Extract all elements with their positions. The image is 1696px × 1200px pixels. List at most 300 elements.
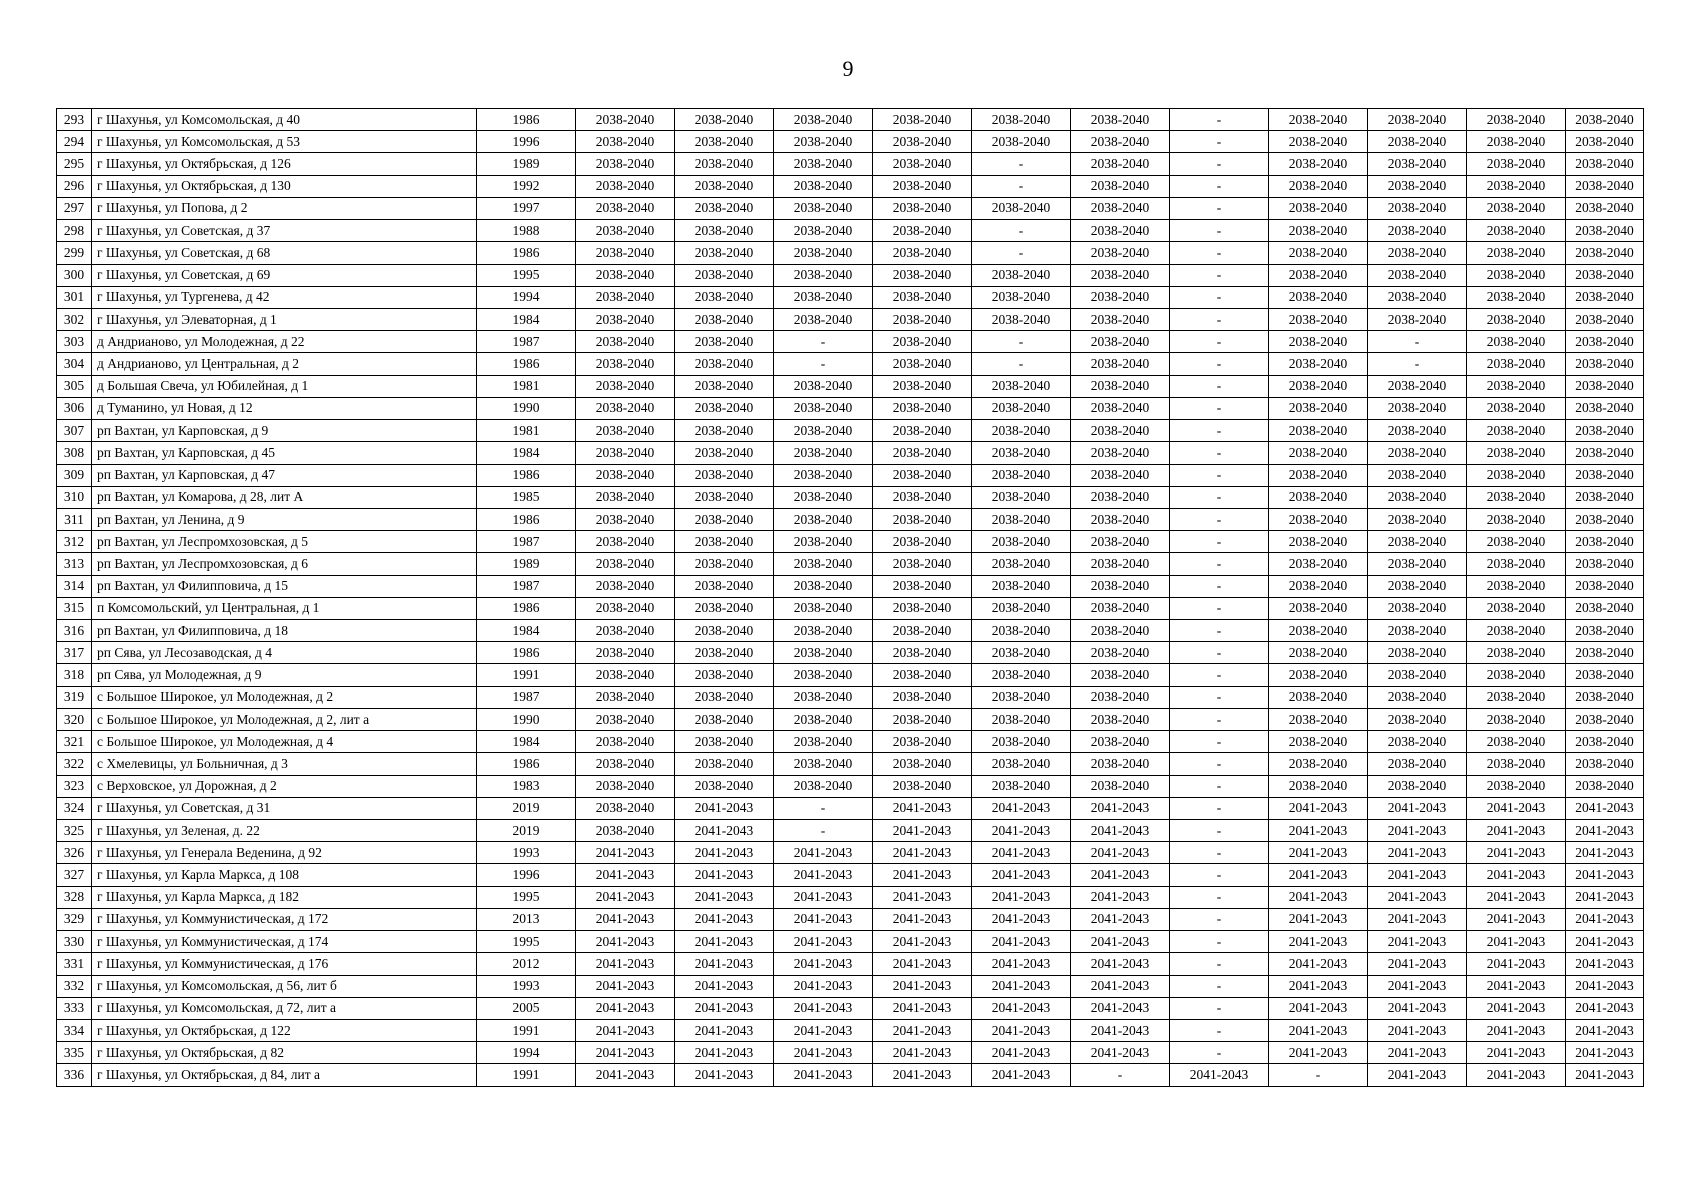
cell-period-9: 2038-2040 bbox=[1368, 486, 1467, 508]
cell-year-built: 2013 bbox=[477, 908, 576, 930]
cell-period-5: 2041-2043 bbox=[972, 820, 1071, 842]
table-row bbox=[57, 775, 1644, 797]
cell-period-2: 2038-2040 bbox=[675, 553, 774, 575]
cell-period-11: 2041-2043 bbox=[1566, 842, 1644, 864]
cell-row-number: 298 bbox=[57, 220, 92, 242]
cell-address: с Большое Широкое, ул Молодежная, д 2, лит а bbox=[92, 708, 477, 730]
cell-period-10: 2038-2040 bbox=[1467, 508, 1566, 530]
cell-period-3: - bbox=[774, 331, 873, 353]
cell-period-8: 2038-2040 bbox=[1269, 442, 1368, 464]
cell-period-7: - bbox=[1170, 197, 1269, 219]
cell-period-6: 2038-2040 bbox=[1071, 220, 1170, 242]
table-row bbox=[57, 731, 1644, 753]
table-row bbox=[57, 1064, 1644, 1086]
cell-period-5: - bbox=[972, 331, 1071, 353]
cell-period-5: 2038-2040 bbox=[972, 375, 1071, 397]
table-row bbox=[57, 264, 1644, 286]
cell-period-3: 2038-2040 bbox=[774, 597, 873, 619]
cell-period-4: 2038-2040 bbox=[873, 575, 972, 597]
cell-row-number: 310 bbox=[57, 486, 92, 508]
cell-period-11: 2041-2043 bbox=[1566, 1042, 1644, 1064]
cell-period-10: 2041-2043 bbox=[1467, 997, 1566, 1019]
cell-address: г Шахунья, ул Комсомольская, д 56, лит б bbox=[92, 975, 477, 997]
cell-period-1: 2041-2043 bbox=[576, 908, 675, 930]
cell-period-8: 2038-2040 bbox=[1269, 708, 1368, 730]
cell-period-10: 2041-2043 bbox=[1467, 820, 1566, 842]
cell-period-2: 2041-2043 bbox=[675, 864, 774, 886]
cell-row-number: 331 bbox=[57, 953, 92, 975]
cell-row-number: 333 bbox=[57, 997, 92, 1019]
cell-period-10: 2038-2040 bbox=[1467, 197, 1566, 219]
cell-period-6: 2038-2040 bbox=[1071, 531, 1170, 553]
cell-period-1: 2038-2040 bbox=[576, 553, 675, 575]
cell-period-7: - bbox=[1170, 397, 1269, 419]
cell-period-9: 2041-2043 bbox=[1368, 1042, 1467, 1064]
cell-address: г Шахунья, ул Карла Маркса, д 182 bbox=[92, 886, 477, 908]
cell-period-8: 2041-2043 bbox=[1269, 1019, 1368, 1041]
cell-period-7: - bbox=[1170, 153, 1269, 175]
cell-period-3: 2038-2040 bbox=[774, 197, 873, 219]
cell-period-4: 2041-2043 bbox=[873, 864, 972, 886]
cell-period-1: 2038-2040 bbox=[576, 664, 675, 686]
cell-period-10: 2041-2043 bbox=[1467, 953, 1566, 975]
cell-period-5: 2038-2040 bbox=[972, 620, 1071, 642]
cell-period-5: 2038-2040 bbox=[972, 775, 1071, 797]
table-row bbox=[57, 442, 1644, 464]
cell-period-2: 2038-2040 bbox=[675, 486, 774, 508]
cell-row-number: 322 bbox=[57, 753, 92, 775]
cell-period-7: - bbox=[1170, 442, 1269, 464]
cell-period-3: 2041-2043 bbox=[774, 1064, 873, 1086]
cell-period-1: 2038-2040 bbox=[576, 575, 675, 597]
cell-period-10: 2038-2040 bbox=[1467, 664, 1566, 686]
cell-period-4: 2041-2043 bbox=[873, 931, 972, 953]
cell-period-7: - bbox=[1170, 353, 1269, 375]
cell-row-number: 315 bbox=[57, 597, 92, 619]
cell-period-3: 2038-2040 bbox=[774, 642, 873, 664]
cell-period-4: 2041-2043 bbox=[873, 953, 972, 975]
cell-period-9: 2038-2040 bbox=[1368, 109, 1467, 131]
cell-address: рп Вахтан, ул Филипповича, д 18 bbox=[92, 620, 477, 642]
cell-address: г Шахунья, ул Советская, д 37 bbox=[92, 220, 477, 242]
cell-row-number: 311 bbox=[57, 508, 92, 530]
cell-period-2: 2038-2040 bbox=[675, 464, 774, 486]
cell-period-7: - bbox=[1170, 664, 1269, 686]
cell-year-built: 1985 bbox=[477, 486, 576, 508]
table-row bbox=[57, 664, 1644, 686]
cell-year-built: 1995 bbox=[477, 931, 576, 953]
cell-period-11: 2038-2040 bbox=[1566, 753, 1644, 775]
cell-period-6: 2041-2043 bbox=[1071, 931, 1170, 953]
cell-period-6: 2041-2043 bbox=[1071, 886, 1170, 908]
cell-period-3: 2038-2040 bbox=[774, 308, 873, 330]
cell-period-8: 2041-2043 bbox=[1269, 820, 1368, 842]
table-row bbox=[57, 109, 1644, 131]
cell-period-2: 2041-2043 bbox=[675, 1019, 774, 1041]
cell-period-11: 2038-2040 bbox=[1566, 664, 1644, 686]
cell-period-8: 2038-2040 bbox=[1269, 775, 1368, 797]
cell-period-3: 2041-2043 bbox=[774, 1019, 873, 1041]
cell-period-4: 2038-2040 bbox=[873, 331, 972, 353]
cell-period-10: 2041-2043 bbox=[1467, 797, 1566, 819]
cell-period-5: 2038-2040 bbox=[972, 464, 1071, 486]
cell-period-6: 2038-2040 bbox=[1071, 686, 1170, 708]
cell-address: с Большое Широкое, ул Молодежная, д 4 bbox=[92, 731, 477, 753]
cell-period-11: 2041-2043 bbox=[1566, 864, 1644, 886]
table-row bbox=[57, 153, 1644, 175]
cell-period-4: 2038-2040 bbox=[873, 175, 972, 197]
cell-row-number: 327 bbox=[57, 864, 92, 886]
cell-period-11: 2038-2040 bbox=[1566, 331, 1644, 353]
cell-period-8: 2038-2040 bbox=[1269, 197, 1368, 219]
cell-row-number: 320 bbox=[57, 708, 92, 730]
cell-year-built: 1989 bbox=[477, 553, 576, 575]
cell-period-11: 2038-2040 bbox=[1566, 775, 1644, 797]
cell-period-1: 2041-2043 bbox=[576, 1019, 675, 1041]
cell-period-7: - bbox=[1170, 931, 1269, 953]
cell-period-9: 2038-2040 bbox=[1368, 731, 1467, 753]
cell-period-6: 2041-2043 bbox=[1071, 842, 1170, 864]
cell-period-4: 2041-2043 bbox=[873, 842, 972, 864]
cell-period-9: 2041-2043 bbox=[1368, 842, 1467, 864]
cell-period-2: 2038-2040 bbox=[675, 242, 774, 264]
cell-row-number: 293 bbox=[57, 109, 92, 131]
cell-period-4: 2038-2040 bbox=[873, 686, 972, 708]
cell-period-6: 2038-2040 bbox=[1071, 286, 1170, 308]
cell-period-4: 2038-2040 bbox=[873, 753, 972, 775]
cell-period-5: 2038-2040 bbox=[972, 642, 1071, 664]
cell-period-5: 2038-2040 bbox=[972, 131, 1071, 153]
cell-period-4: 2038-2040 bbox=[873, 397, 972, 419]
cell-period-1: 2038-2040 bbox=[576, 464, 675, 486]
table-row bbox=[57, 175, 1644, 197]
cell-period-1: 2038-2040 bbox=[576, 175, 675, 197]
cell-period-6: 2038-2040 bbox=[1071, 597, 1170, 619]
cell-period-2: 2038-2040 bbox=[675, 664, 774, 686]
cell-period-4: 2038-2040 bbox=[873, 353, 972, 375]
cell-period-10: 2041-2043 bbox=[1467, 1064, 1566, 1086]
cell-period-10: 2041-2043 bbox=[1467, 1019, 1566, 1041]
cell-period-6: 2038-2040 bbox=[1071, 175, 1170, 197]
cell-period-7: - bbox=[1170, 531, 1269, 553]
cell-year-built: 1996 bbox=[477, 131, 576, 153]
cell-row-number: 301 bbox=[57, 286, 92, 308]
cell-row-number: 303 bbox=[57, 331, 92, 353]
cell-period-8: 2038-2040 bbox=[1269, 575, 1368, 597]
cell-period-2: 2041-2043 bbox=[675, 886, 774, 908]
table-row bbox=[57, 975, 1644, 997]
cell-period-3: 2038-2040 bbox=[774, 442, 873, 464]
cell-period-6: 2041-2043 bbox=[1071, 908, 1170, 930]
cell-period-5: - bbox=[972, 353, 1071, 375]
cell-period-5: 2038-2040 bbox=[972, 286, 1071, 308]
cell-period-4: 2038-2040 bbox=[873, 508, 972, 530]
cell-period-2: 2038-2040 bbox=[675, 286, 774, 308]
cell-period-2: 2038-2040 bbox=[675, 753, 774, 775]
cell-period-3: 2041-2043 bbox=[774, 842, 873, 864]
cell-period-6: 2038-2040 bbox=[1071, 197, 1170, 219]
cell-row-number: 300 bbox=[57, 264, 92, 286]
cell-address: г Шахунья, ул Тургенева, д 42 bbox=[92, 286, 477, 308]
cell-period-4: 2041-2043 bbox=[873, 975, 972, 997]
cell-period-1: 2038-2040 bbox=[576, 620, 675, 642]
cell-period-1: 2038-2040 bbox=[576, 708, 675, 730]
cell-period-1: 2038-2040 bbox=[576, 820, 675, 842]
cell-period-9: 2038-2040 bbox=[1368, 664, 1467, 686]
cell-period-7: - bbox=[1170, 953, 1269, 975]
cell-period-2: 2038-2040 bbox=[675, 442, 774, 464]
cell-period-2: 2038-2040 bbox=[675, 175, 774, 197]
cell-row-number: 302 bbox=[57, 308, 92, 330]
cell-period-5: 2038-2040 bbox=[972, 442, 1071, 464]
cell-period-6: 2038-2040 bbox=[1071, 731, 1170, 753]
cell-period-8: 2038-2040 bbox=[1269, 331, 1368, 353]
table-row bbox=[57, 353, 1644, 375]
cell-period-1: 2038-2040 bbox=[576, 308, 675, 330]
cell-period-6: 2038-2040 bbox=[1071, 353, 1170, 375]
cell-address: г Шахунья, ул Генерала Веденина, д 92 bbox=[92, 842, 477, 864]
cell-period-5: 2038-2040 bbox=[972, 531, 1071, 553]
cell-year-built: 1991 bbox=[477, 664, 576, 686]
cell-period-11: 2038-2040 bbox=[1566, 620, 1644, 642]
cell-period-10: 2041-2043 bbox=[1467, 931, 1566, 953]
cell-address: с Большое Широкое, ул Молодежная, д 2 bbox=[92, 686, 477, 708]
cell-period-8: 2041-2043 bbox=[1269, 842, 1368, 864]
cell-period-7: - bbox=[1170, 131, 1269, 153]
table-row bbox=[57, 197, 1644, 219]
cell-period-8: 2038-2040 bbox=[1269, 531, 1368, 553]
cell-period-9: 2041-2043 bbox=[1368, 1019, 1467, 1041]
cell-period-10: 2038-2040 bbox=[1467, 397, 1566, 419]
cell-address: г Шахунья, ул Советская, д 69 bbox=[92, 264, 477, 286]
cell-row-number: 304 bbox=[57, 353, 92, 375]
cell-period-8: 2041-2043 bbox=[1269, 797, 1368, 819]
cell-period-11: 2038-2040 bbox=[1566, 220, 1644, 242]
cell-period-10: 2038-2040 bbox=[1467, 331, 1566, 353]
cell-period-9: 2038-2040 bbox=[1368, 464, 1467, 486]
cell-period-5: - bbox=[972, 175, 1071, 197]
cell-period-7: - bbox=[1170, 286, 1269, 308]
cell-period-6: 2038-2040 bbox=[1071, 620, 1170, 642]
cell-period-6: 2041-2043 bbox=[1071, 864, 1170, 886]
cell-period-8: 2041-2043 bbox=[1269, 975, 1368, 997]
cell-address: рп Вахтан, ул Филипповича, д 15 bbox=[92, 575, 477, 597]
cell-period-6: 2038-2040 bbox=[1071, 775, 1170, 797]
cell-period-10: 2038-2040 bbox=[1467, 353, 1566, 375]
cell-period-10: 2038-2040 bbox=[1467, 286, 1566, 308]
cell-period-1: 2041-2043 bbox=[576, 1042, 675, 1064]
cell-address: г Шахунья, ул Карла Маркса, д 108 bbox=[92, 864, 477, 886]
cell-period-6: 2038-2040 bbox=[1071, 153, 1170, 175]
cell-period-5: 2038-2040 bbox=[972, 508, 1071, 530]
cell-period-10: 2038-2040 bbox=[1467, 420, 1566, 442]
cell-period-8: 2038-2040 bbox=[1269, 109, 1368, 131]
cell-period-4: 2038-2040 bbox=[873, 642, 972, 664]
cell-period-4: 2038-2040 bbox=[873, 731, 972, 753]
cell-period-6: 2038-2040 bbox=[1071, 753, 1170, 775]
cell-period-2: 2038-2040 bbox=[675, 708, 774, 730]
cell-period-5: 2041-2043 bbox=[972, 864, 1071, 886]
cell-address: г Шахунья, ул Элеваторная, д 1 bbox=[92, 308, 477, 330]
cell-period-2: 2038-2040 bbox=[675, 353, 774, 375]
cell-period-3: 2038-2040 bbox=[774, 420, 873, 442]
cell-period-5: 2041-2043 bbox=[972, 1064, 1071, 1086]
cell-period-11: 2038-2040 bbox=[1566, 197, 1644, 219]
cell-year-built: 1995 bbox=[477, 264, 576, 286]
table-row bbox=[57, 397, 1644, 419]
cell-period-9: 2038-2040 bbox=[1368, 197, 1467, 219]
cell-period-11: 2041-2043 bbox=[1566, 820, 1644, 842]
cell-year-built: 1994 bbox=[477, 286, 576, 308]
cell-row-number: 305 bbox=[57, 375, 92, 397]
cell-period-4: 2038-2040 bbox=[873, 486, 972, 508]
table-row bbox=[57, 797, 1644, 819]
cell-period-7: - bbox=[1170, 486, 1269, 508]
cell-period-5: 2041-2043 bbox=[972, 931, 1071, 953]
cell-period-3: 2041-2043 bbox=[774, 886, 873, 908]
cell-period-7: - bbox=[1170, 753, 1269, 775]
cell-period-8: 2038-2040 bbox=[1269, 664, 1368, 686]
cell-row-number: 335 bbox=[57, 1042, 92, 1064]
table-row bbox=[57, 308, 1644, 330]
cell-period-5: 2041-2043 bbox=[972, 997, 1071, 1019]
cell-period-11: 2038-2040 bbox=[1566, 397, 1644, 419]
cell-period-11: 2041-2043 bbox=[1566, 997, 1644, 1019]
cell-period-1: 2038-2040 bbox=[576, 109, 675, 131]
cell-row-number: 332 bbox=[57, 975, 92, 997]
cell-period-5: 2038-2040 bbox=[972, 197, 1071, 219]
cell-period-1: 2041-2043 bbox=[576, 842, 675, 864]
cell-year-built: 1995 bbox=[477, 886, 576, 908]
cell-period-5: 2041-2043 bbox=[972, 886, 1071, 908]
cell-period-11: 2038-2040 bbox=[1566, 486, 1644, 508]
cell-period-11: 2038-2040 bbox=[1566, 153, 1644, 175]
cell-year-built: 1983 bbox=[477, 775, 576, 797]
cell-year-built: 1984 bbox=[477, 731, 576, 753]
cell-row-number: 306 bbox=[57, 397, 92, 419]
table-row bbox=[57, 820, 1644, 842]
cell-period-4: 2038-2040 bbox=[873, 264, 972, 286]
cell-year-built: 1986 bbox=[477, 597, 576, 619]
cell-period-9: - bbox=[1368, 353, 1467, 375]
cell-period-9: 2038-2040 bbox=[1368, 597, 1467, 619]
cell-period-4: 2038-2040 bbox=[873, 553, 972, 575]
cell-period-2: 2041-2043 bbox=[675, 975, 774, 997]
cell-period-3: 2041-2043 bbox=[774, 953, 873, 975]
cell-period-10: 2038-2040 bbox=[1467, 575, 1566, 597]
cell-period-4: 2041-2043 bbox=[873, 997, 972, 1019]
cell-period-9: 2038-2040 bbox=[1368, 686, 1467, 708]
cell-year-built: 1993 bbox=[477, 842, 576, 864]
cell-period-10: 2038-2040 bbox=[1467, 131, 1566, 153]
cell-period-4: 2038-2040 bbox=[873, 220, 972, 242]
cell-period-1: 2041-2043 bbox=[576, 864, 675, 886]
cell-period-9: 2038-2040 bbox=[1368, 620, 1467, 642]
cell-period-1: 2038-2040 bbox=[576, 797, 675, 819]
cell-row-number: 326 bbox=[57, 842, 92, 864]
cell-period-9: 2038-2040 bbox=[1368, 420, 1467, 442]
table-row bbox=[57, 1019, 1644, 1041]
cell-period-6: 2041-2043 bbox=[1071, 1019, 1170, 1041]
cell-period-11: 2038-2040 bbox=[1566, 420, 1644, 442]
cell-period-9: 2041-2043 bbox=[1368, 820, 1467, 842]
cell-address: г Шахунья, ул Коммунистическая, д 172 bbox=[92, 908, 477, 930]
cell-period-10: 2038-2040 bbox=[1467, 375, 1566, 397]
cell-period-8: 2038-2040 bbox=[1269, 131, 1368, 153]
cell-period-3: 2038-2040 bbox=[774, 708, 873, 730]
cell-period-1: 2038-2040 bbox=[576, 442, 675, 464]
cell-period-8: 2038-2040 bbox=[1269, 553, 1368, 575]
cell-period-7: - bbox=[1170, 864, 1269, 886]
cell-year-built: 1987 bbox=[477, 331, 576, 353]
cell-period-7: - bbox=[1170, 686, 1269, 708]
cell-period-4: 2038-2040 bbox=[873, 375, 972, 397]
cell-period-8: 2038-2040 bbox=[1269, 486, 1368, 508]
cell-address: г Шахунья, ул Октябрьская, д 126 bbox=[92, 153, 477, 175]
cell-period-6: - bbox=[1071, 1064, 1170, 1086]
table-row bbox=[57, 953, 1644, 975]
cell-period-9: 2038-2040 bbox=[1368, 442, 1467, 464]
cell-year-built: 1987 bbox=[477, 531, 576, 553]
cell-period-9: 2041-2043 bbox=[1368, 1064, 1467, 1086]
cell-period-7: - bbox=[1170, 775, 1269, 797]
cell-period-8: 2038-2040 bbox=[1269, 353, 1368, 375]
cell-period-9: 2038-2040 bbox=[1368, 708, 1467, 730]
cell-period-6: 2038-2040 bbox=[1071, 331, 1170, 353]
table-body bbox=[57, 109, 1644, 1087]
cell-year-built: 1986 bbox=[477, 464, 576, 486]
housing-repair-schedule-table bbox=[56, 108, 1644, 1087]
cell-period-3: - bbox=[774, 797, 873, 819]
cell-period-1: 2038-2040 bbox=[576, 597, 675, 619]
cell-period-5: - bbox=[972, 242, 1071, 264]
cell-period-9: 2038-2040 bbox=[1368, 508, 1467, 530]
table-row bbox=[57, 575, 1644, 597]
cell-period-11: 2041-2043 bbox=[1566, 908, 1644, 930]
cell-period-2: 2038-2040 bbox=[675, 197, 774, 219]
cell-period-8: 2041-2043 bbox=[1269, 908, 1368, 930]
table-row bbox=[57, 931, 1644, 953]
cell-period-3: 2038-2040 bbox=[774, 531, 873, 553]
cell-period-11: 2038-2040 bbox=[1566, 264, 1644, 286]
table-row bbox=[57, 131, 1644, 153]
cell-period-2: 2038-2040 bbox=[675, 264, 774, 286]
table-row bbox=[57, 753, 1644, 775]
cell-row-number: 325 bbox=[57, 820, 92, 842]
cell-period-5: 2038-2040 bbox=[972, 308, 1071, 330]
cell-period-4: 2038-2040 bbox=[873, 708, 972, 730]
cell-year-built: 1993 bbox=[477, 975, 576, 997]
cell-period-2: 2038-2040 bbox=[675, 620, 774, 642]
cell-period-2: 2038-2040 bbox=[675, 131, 774, 153]
cell-period-10: 2038-2040 bbox=[1467, 442, 1566, 464]
table-row bbox=[57, 375, 1644, 397]
cell-period-4: 2038-2040 bbox=[873, 464, 972, 486]
cell-period-7: - bbox=[1170, 1019, 1269, 1041]
cell-address: с Хмелевицы, ул Больничная, д 3 bbox=[92, 753, 477, 775]
cell-period-7: - bbox=[1170, 620, 1269, 642]
cell-period-7: - bbox=[1170, 242, 1269, 264]
cell-period-8: 2041-2043 bbox=[1269, 864, 1368, 886]
cell-period-9: 2038-2040 bbox=[1368, 397, 1467, 419]
cell-period-3: 2038-2040 bbox=[774, 553, 873, 575]
cell-period-6: 2038-2040 bbox=[1071, 264, 1170, 286]
cell-period-8: 2038-2040 bbox=[1269, 508, 1368, 530]
cell-period-6: 2038-2040 bbox=[1071, 486, 1170, 508]
cell-period-11: 2038-2040 bbox=[1566, 109, 1644, 131]
cell-period-9: 2038-2040 bbox=[1368, 308, 1467, 330]
cell-period-11: 2038-2040 bbox=[1566, 131, 1644, 153]
